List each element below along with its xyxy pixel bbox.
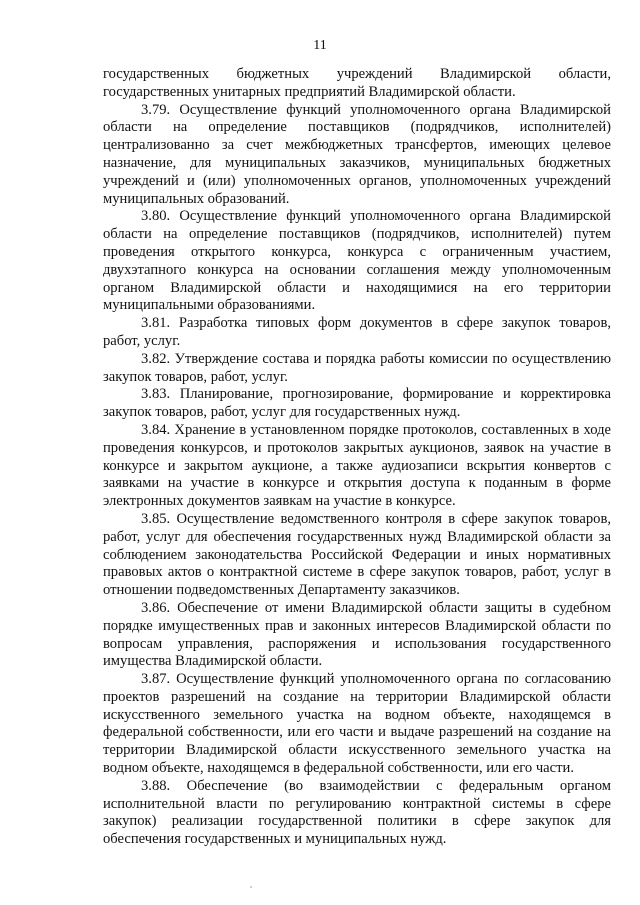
paragraph-3-84: 3.84. Хранение в установленном порядке протоколов, составленных в ходе проведения конкурсов, и протоколов закрытых аукционов, заявок на участие в конкурсе и закрытом аукционе, а также аудиозаписи вскрытия конвертов с заявками на участие в конкурсе и открытия доступа к поданным в форме электронных документов заявкам на участие в конкурсе. <box>103 421 611 510</box>
paragraph-3-87: 3.87. Осуществление функций уполномоченного органа по согласованию проектов разрешений на создание на территории Владимирской области искусственного земельного участка на водном объекте, находящемся в федеральной собственности, или его части и выдаче разрешений на создание на территории Владимирской области искусственного земельного участка на водном объекте, находящемся в федеральной собственности, или его части. <box>103 671 611 777</box>
paragraph-3-85: 3.85. Осуществление ведомственного контроля в сфере закупок товаров, работ, услуг для обеспечения государственных нужд Владимирской области за соблюдением законодательства Российской Федерации и иных нормативных правовых актов о контрактной системе в сфере закупок товаров, работ, услуг в отношении подведомственных Департаменту заказчиков. <box>103 510 611 599</box>
paragraph-3-88: 3.88. Обеспечение (во взаимодействии с федеральным органом исполнительной власти по регулированию контрактной системы в сфере закупок) реализации государственной политики в сфере закупок для обеспечения государственных и муниципальных нужд. <box>103 777 611 848</box>
paragraph-3-79: 3.79. Осуществление функций уполномоченного органа Владимирской области на определение поставщиков (подрядчиков, исполнителей) централизованно за счет межбюджетных трансфертов, имеющих целевое назначение, для муниципальных заказчиков, муниципальных бюджетных учреждений и (или) уполномоченных органов, уполномоченных учреждений муниципальных образований. <box>103 101 611 207</box>
paragraph-3-80: 3.80. Осуществление функций уполномоченного органа Владимирской области на определение поставщиков (подрядчиков, исполнителей) путем проведения открытого конкурса, конкурса с ограниченным участием, двухэтапного конкурса на основании соглашения между уполномоченным органом Владимирской области и находящимися на его территории муниципальными образованиями. <box>103 208 611 314</box>
scan-artifact <box>250 886 252 888</box>
paragraph-3-81: 3.81. Разработка типовых форм документов в сфере закупок товаров, работ, услуг. <box>103 315 611 349</box>
paragraph-3-83: 3.83. Планирование, прогнозирование, формирование и корректировка закупок товаров, работ, услуг для государственных нужд. <box>103 386 611 421</box>
paragraph-3-86: 3.86. Обеспечение от имени Владимирской области защиты в судебном порядке имущественных прав и законных интересов Владимирской области по вопросам управления, распоряжения и использования государственного имущества Владимирской области. <box>103 599 611 670</box>
page-number: 11 <box>313 38 327 53</box>
paragraph-3-82: 3.82. Утверждение состава и порядка работы комиссии по осуществлению закупок товаров, работ, услуг. <box>103 350 611 385</box>
document-body <box>103 66 611 849</box>
paragraph-continuation: государственных бюджетных учреждений Владимирской области, государственных унитарных предприятий Владимирской области. <box>103 66 611 100</box>
